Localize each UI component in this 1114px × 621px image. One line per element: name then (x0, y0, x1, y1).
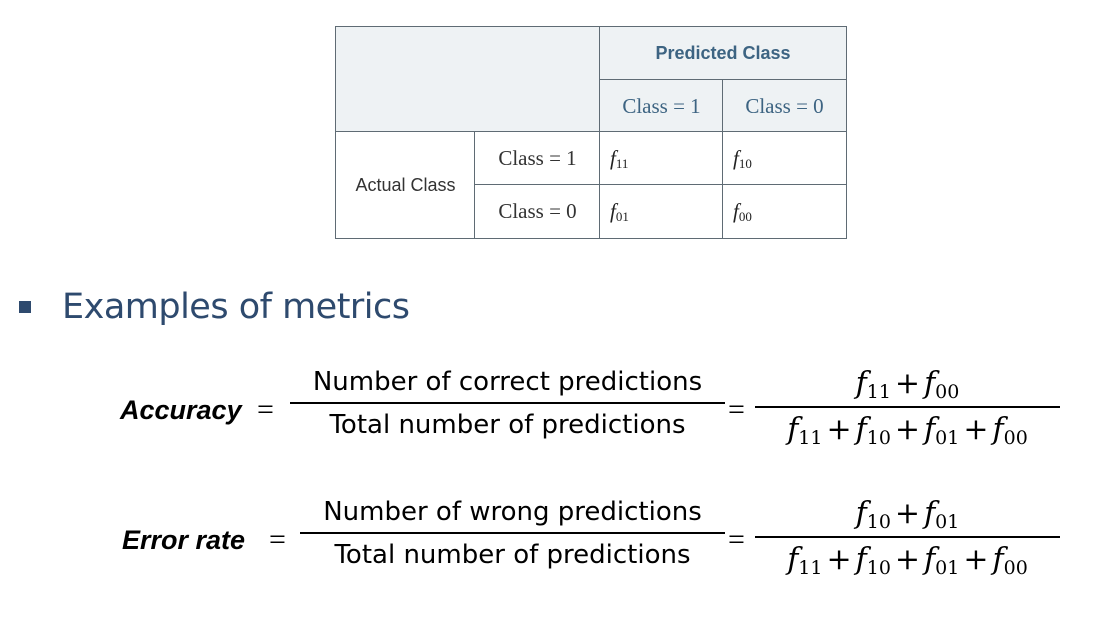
error-rate-label: Error rate (122, 525, 246, 555)
row-header-label: Class = 1 (498, 146, 577, 170)
equals-sign: = (269, 523, 286, 556)
error-rate-numerator-text: Number of wrong predictions (323, 497, 702, 527)
accuracy-text-fraction (290, 367, 725, 440)
section-heading: Examples of metrics (62, 287, 410, 327)
cell-f11 (600, 132, 723, 185)
col-header-class-0 (723, 80, 846, 132)
predicted-class-header (600, 27, 846, 80)
accuracy-math-numerator: $f_{11} + f_{00}$ (855, 366, 960, 403)
confusion-matrix-table (335, 26, 847, 239)
grid-line (474, 132, 475, 238)
accuracy-label: Accuracy (120, 395, 242, 425)
grid-line (599, 79, 846, 80)
row-header-label: Class = 0 (498, 199, 577, 223)
row-header-class-1 (475, 132, 600, 185)
accuracy-math-fraction (755, 366, 1060, 449)
accuracy-math-denominator: $f_{11} + f_{10} + f_{01} + f_{00}$ (787, 412, 1028, 449)
grid-line (599, 27, 600, 238)
error-rate-math-numerator: $f_{10} + f_{01}$ (855, 496, 960, 533)
grid-line (474, 184, 846, 185)
error-rate-denominator-text: Total number of predictions (334, 540, 691, 570)
accuracy-denominator-text: Total number of predictions (329, 410, 686, 440)
fraction-bar (755, 536, 1060, 538)
equals-sign: = (257, 393, 274, 426)
cell-f10 (723, 132, 846, 185)
error-rate-math-denominator: $f_{11} + f_{10} + f_{01} + f_{00}$ (787, 542, 1028, 579)
predicted-class-title: Predicted Class (655, 43, 791, 63)
bullet-square-icon (19, 301, 31, 313)
accuracy-numerator-text: Number of correct predictions (312, 367, 703, 397)
error-rate-math-fraction (755, 496, 1060, 579)
cell-f01 (600, 185, 723, 238)
fraction-bar (755, 406, 1060, 408)
actual-class-header (336, 132, 475, 238)
col-header-class-1 (600, 80, 723, 132)
actual-class-label: Actual Class (355, 174, 456, 195)
cell-value: $f_{11}$ (610, 145, 629, 171)
fraction-bar (300, 532, 725, 534)
fraction-bar (290, 402, 725, 404)
cell-value: $f_{01}$ (610, 198, 629, 224)
error-rate-text-fraction (300, 497, 725, 570)
cell-value: $f_{00}$ (733, 198, 752, 224)
equals-sign: = (728, 393, 745, 426)
grid-line (336, 131, 846, 132)
grid-line (722, 80, 723, 238)
cell-f00 (723, 185, 846, 238)
equals-sign: = (728, 523, 745, 556)
col-header-label: Class = 0 (745, 93, 824, 118)
col-header-label: Class = 1 (622, 93, 701, 118)
row-header-class-0 (475, 185, 600, 238)
cell-value: $f_{10}$ (733, 145, 752, 171)
